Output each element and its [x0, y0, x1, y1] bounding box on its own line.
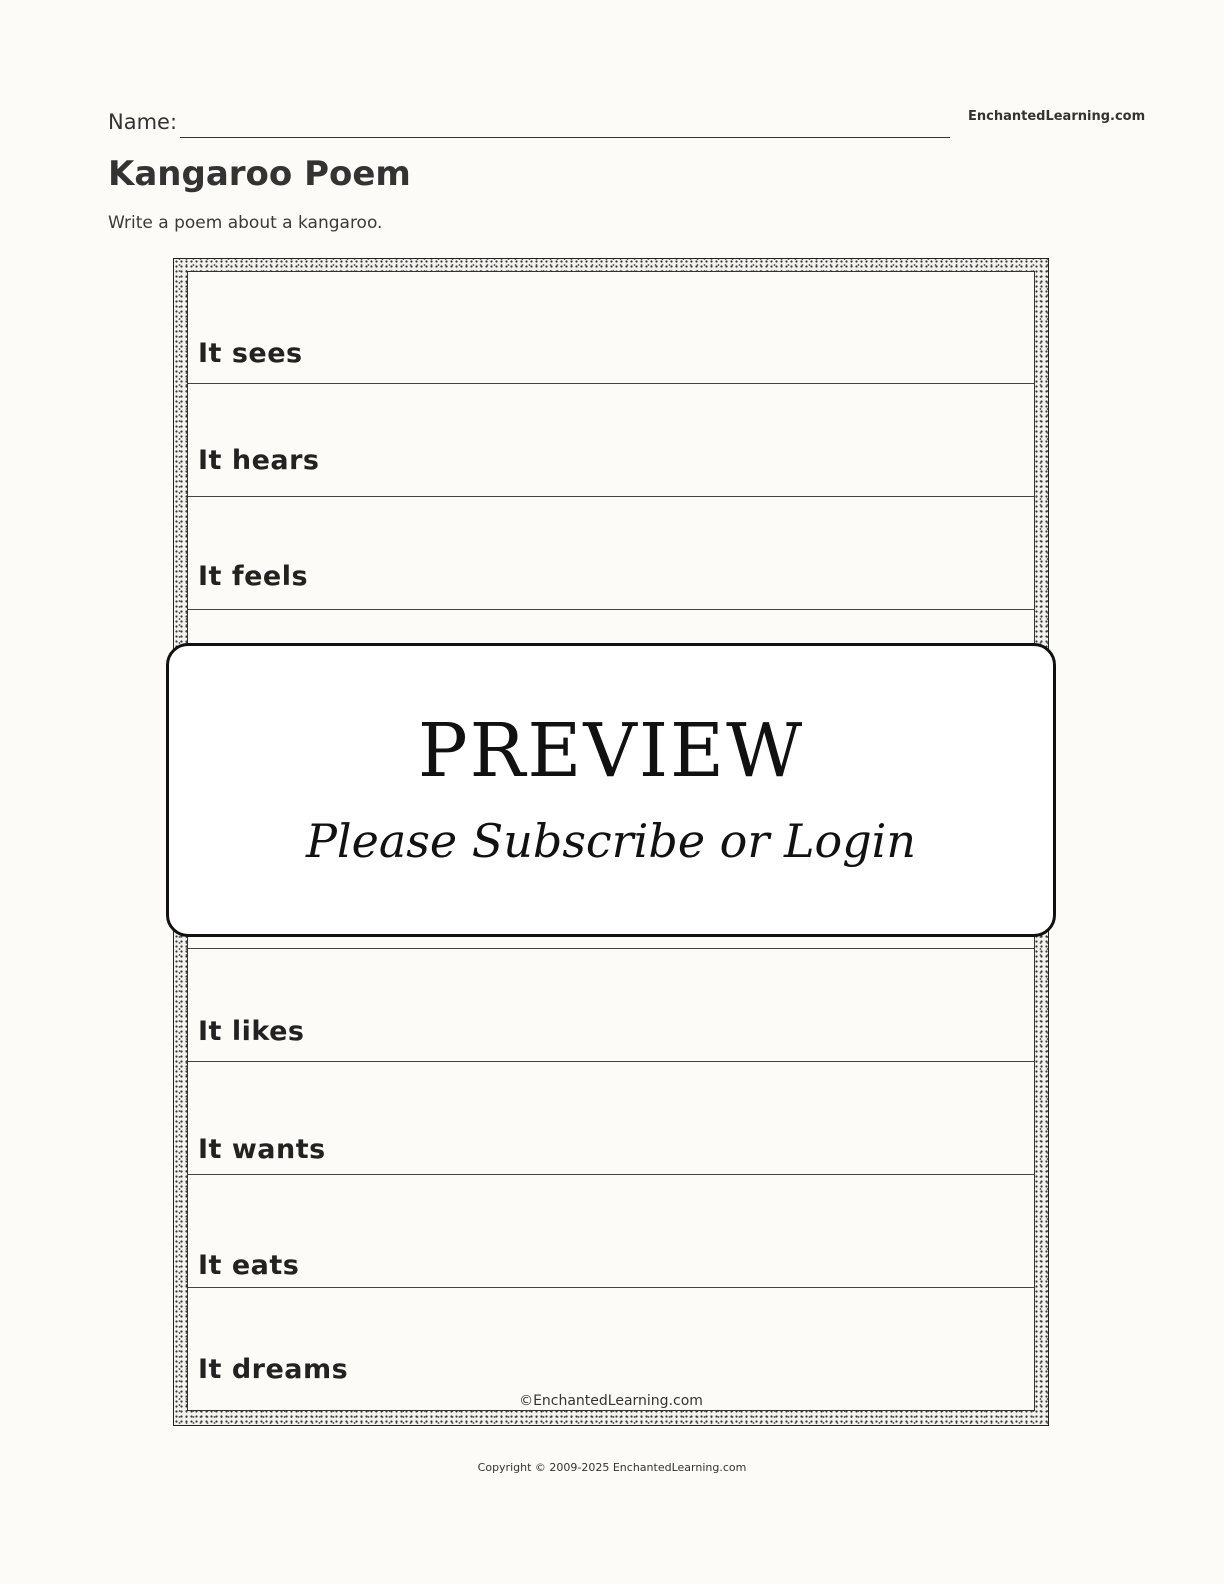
poem-line	[188, 1287, 1034, 1288]
prompt-wants: It wants	[198, 1134, 326, 1165]
prompt-hears: It hears	[198, 445, 320, 476]
poem-line	[188, 609, 1034, 610]
prompt-sees: It sees	[198, 338, 303, 369]
prompt-feels: It feels	[198, 561, 309, 592]
instructions: Write a poem about a kangaroo.	[108, 213, 383, 233]
subscribe-login-prompt[interactable]: Please Subscribe or Login	[305, 814, 917, 868]
brand-logo[interactable]: EnchantedLearning.com	[968, 109, 1146, 124]
page-title: Kangaroo Poem	[108, 154, 411, 194]
poem-line	[188, 948, 1034, 949]
preview-overlay[interactable]	[166, 643, 1056, 937]
prompt-eats: It eats	[198, 1250, 300, 1281]
prompt-likes: It likes	[198, 1016, 305, 1047]
prompt-dreams: It dreams	[198, 1354, 349, 1385]
preview-title: PREVIEW	[417, 708, 805, 794]
copyright: Copyright © 2009-2025 EnchantedLearning.com	[477, 1461, 747, 1474]
poem-line	[188, 1061, 1034, 1062]
poem-line	[188, 383, 1034, 384]
poem-line	[188, 496, 1034, 497]
poem-line	[188, 1174, 1034, 1175]
name-line	[180, 137, 950, 138]
worksheet-credit: ©EnchantedLearning.com	[519, 1393, 703, 1409]
name-label: Name:	[108, 110, 178, 134]
